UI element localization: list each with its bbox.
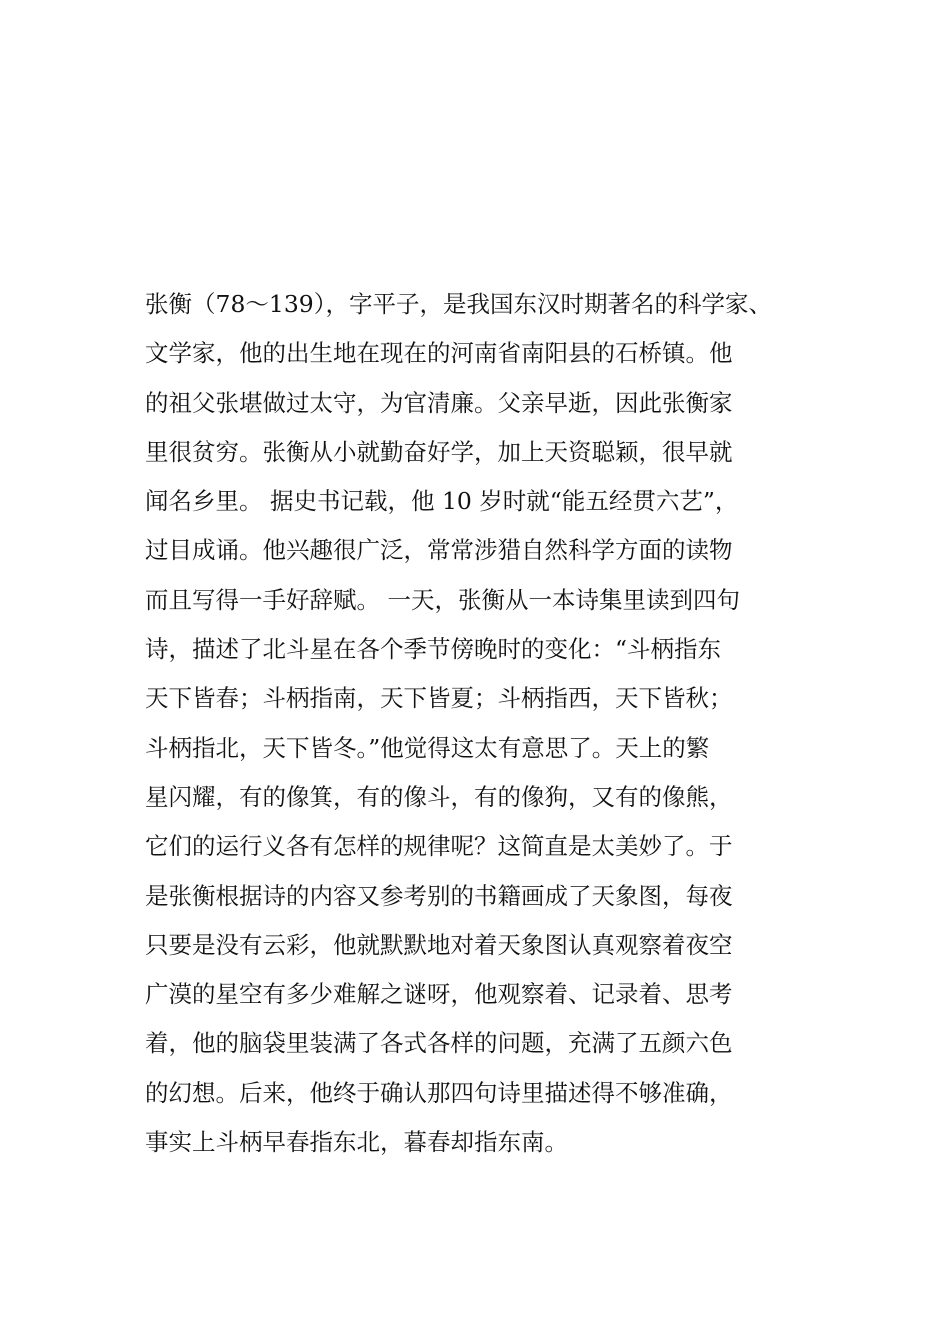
text-line-18: 事实上斗柄早春指东北，暮春却指东南。	[145, 1128, 568, 1157]
text-line-5: 闻名乡里。 据史书记载，他 10 岁时就“能五经贯六艺”，	[145, 487, 739, 516]
text-line-13: 是张衡根据诗的内容又参考别的书籍画成了天象图，每夜	[145, 881, 733, 910]
text-line-12: 它们的运行义各有怎样的规律呢？这简直是太美妙了。于	[145, 832, 733, 861]
text-line-11: 星闪耀，有的像箕，有的像斗，有的像狗，又有的像熊，	[145, 782, 733, 811]
text-line-6: 过目成诵。他兴趣很广泛，常常涉猎自然科学方面的读物	[145, 536, 733, 565]
text-line-4: 里很贫穷。张衡从小就勤奋好学，加上天资聪颖，很早就	[145, 437, 733, 466]
body-paragraph	[145, 280, 845, 1167]
text-line-1: 张衡（78～139），字平子，是我国东汉时期著名的科学家、	[145, 290, 773, 318]
text-line-9: 天下皆春；斗柄指南，天下皆夏；斗柄指西，天下皆秋；	[145, 684, 733, 713]
text-line-8: 诗，描述了北斗星在各个季节傍晚时的变化：“斗柄指东	[145, 635, 722, 664]
text-line-15: 广漠的星空有多少难解之谜呀，他观察着、记录着、思考	[145, 980, 733, 1009]
text-line-16: 着，他的脑袋里装满了各式各样的问题，充满了五颜六色	[145, 1029, 733, 1058]
text-line-17: 的幻想。后来，他终于确认那四句诗里描述得不够准确，	[145, 1078, 733, 1107]
text-line-3: 的祖父张堪做过太守，为官清廉。父亲早逝，因此张衡家	[145, 388, 733, 417]
text-line-2: 文学家，他的出生地在现在的河南省南阳县的石桥镇。他	[145, 339, 733, 368]
text-line-7: 而且写得一手好辞赋。 一天，张衡从一本诗集里读到四句	[145, 585, 740, 614]
text-line-10: 斗柄指北，天下皆冬。”他觉得这太有意思了。天上的繁	[145, 733, 710, 762]
text-line-14: 只要是没有云彩，他就默默地对着天象图认真观察着夜空	[145, 930, 733, 959]
